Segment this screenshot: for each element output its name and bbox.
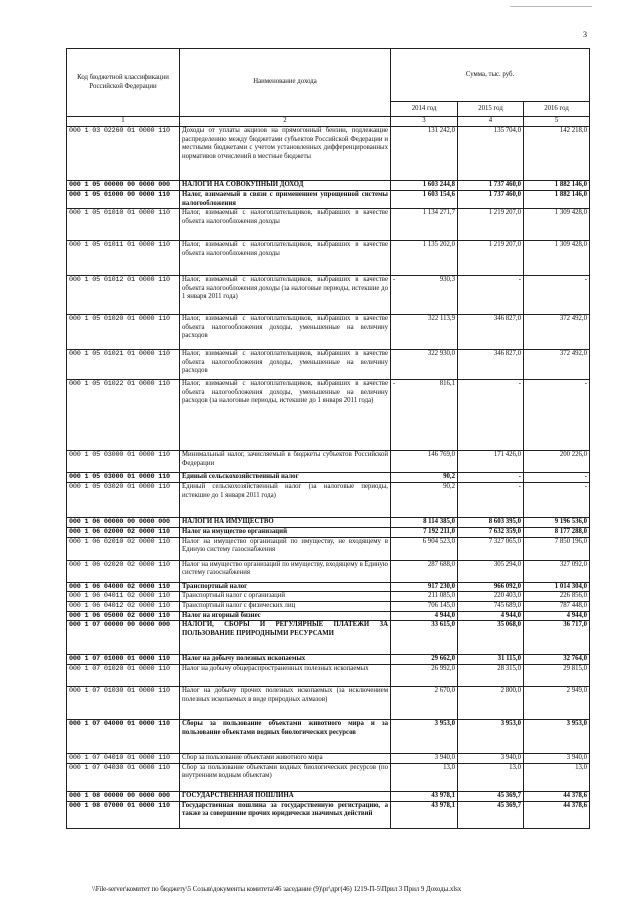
column-number: 3	[391, 117, 458, 127]
amount-2014-cell: 1 135 202,0	[391, 241, 458, 276]
revenue-name-cell: НАЛОГИ НА ИМУЩЕСТВО	[180, 518, 391, 528]
page-number: 3	[583, 30, 587, 39]
budget-code-cell: 000 1 05 01010 01 0000 110	[67, 209, 180, 241]
budget-code-cell: 000 1 05 01012 01 0000 110	[67, 276, 180, 315]
amount-2015-cell: 7 327 065,0	[458, 537, 524, 560]
table-row	[67, 209, 590, 241]
amount-2015-cell: 3 940,0	[458, 754, 524, 764]
revenue-name-cell: Налог, взимаемый в связи с применением упрощенной системы налогообложения	[180, 191, 391, 209]
budget-code-cell: 000 1 05 01021 01 0000 110	[67, 350, 180, 380]
amount-2014-cell: 1 603 244,8	[391, 181, 458, 191]
budget-code-cell: 000 1 05 03020 01 0000 110	[67, 483, 180, 518]
table-row	[67, 315, 590, 350]
amount-2015-cell: 13,0	[458, 763, 524, 791]
amount-2015-cell: 3 953,0	[458, 720, 524, 754]
budget-code-cell: 000 1 06 02000 02 0000 110	[67, 528, 180, 538]
budget-code-cell: 000 1 03 02260 01 0000 110	[67, 127, 180, 181]
amount-2015-cell: 35 068,0	[458, 621, 524, 655]
table-row	[67, 592, 590, 602]
amount-2015-cell: 171 426,0	[458, 451, 524, 473]
code-column-header: Код бюджетной классификации Российской Федерации	[67, 49, 180, 117]
revenue-name-cell: НАЛОГИ, СБОРЫ И РЕГУЛЯРНЫЕ ПЛАТЕЖИ ЗА ПОЛЬЗОВАНИЕ ПРИРОДНЫМИ РЕСУРСАМИ	[180, 621, 391, 655]
amount-2014-cell: 7 192 211,0	[391, 528, 458, 538]
amount-2014-cell: 1 603 154,6	[391, 191, 458, 209]
budget-code-cell: 000 1 07 04030 01 0000 110	[67, 763, 180, 791]
budget-code-cell: 000 1 06 04000 02 0000 110	[67, 582, 180, 592]
top-rule	[510, 6, 592, 7]
revenue-name-cell: Налог, взимаемый с налогоплательщиков, выбравших в качестве объекта налогообложения доходы, уменьшенные на величину расходов (за налоговые периоды, истекшие до 1 января 2011 года)	[180, 380, 391, 451]
amount-2016-cell: 1 309 428,0	[524, 209, 590, 241]
amount-2015-cell: -	[458, 380, 524, 451]
table-row	[67, 276, 590, 315]
column-number: 5	[524, 117, 590, 127]
amount-2014-cell: 43 978,1	[391, 791, 458, 801]
table-row	[67, 582, 590, 592]
amount-2015-cell: 7 632 359,0	[458, 528, 524, 538]
sum-column-header: Сумма, тыс. руб.	[391, 49, 590, 102]
table-row	[67, 537, 590, 560]
revenue-name-cell: Сборы за пользование объектами животного мира и за пользование объектами водных биологических ресурсов	[180, 720, 391, 754]
revenue-name-cell: Налог, взимаемый с налогоплательщиков, выбравших в качестве объекта налогообложения доходы (за налоговые периоды, истекшие до 1 января 2011 года)	[180, 276, 391, 315]
budget-code-cell: 000 1 05 01020 01 0000 110	[67, 315, 180, 350]
dash-marker: -	[393, 380, 396, 388]
table-row	[67, 473, 590, 483]
revenue-name-cell: Налог на добычу прочих полезных ископаемых (за исключением полезных ископаемых в виде природных алмазов)	[180, 687, 391, 720]
table-row	[67, 687, 590, 720]
table-row	[67, 763, 590, 791]
amount-2014-cell: 4 944,0	[391, 611, 458, 621]
table-row	[67, 665, 590, 687]
column-number: 2	[180, 117, 391, 127]
table-row	[67, 451, 590, 473]
revenue-name-cell: Налог, взимаемый с налогоплательщиков, выбравших в качестве объекта налогообложения доходы, уменьшенные на величину расходов	[180, 350, 391, 380]
revenue-name-cell: Минимальный налог, зачисляемый в бюджеты субъектов Российской Федерации	[180, 451, 391, 473]
budget-code-cell: 000 1 07 01000 01 0000 110	[67, 655, 180, 665]
amount-2014-cell: 3 940,0	[391, 754, 458, 764]
amount-2014-cell: 131 242,0	[391, 127, 458, 181]
amount-2014-cell: 29 662,0	[391, 655, 458, 665]
budget-code-cell: 000 1 06 04012 02 0000 110	[67, 601, 180, 611]
amount-2016-cell: 1 882 146,0	[524, 191, 590, 209]
revenue-name-cell: Сбор за пользование объектами водных биологических ресурсов (по внутренним водным объектам)	[180, 763, 391, 791]
amount-2016-cell: 372 492,0	[524, 350, 590, 380]
amount-2014-cell: 1 134 271,7	[391, 209, 458, 241]
amount-2015-cell: 2 800,0	[458, 687, 524, 720]
file-path-footer: \\File-server\комитет по бюджету\5 Созыв\документы комитета\46 заседание (9)\рг\дрг(46) 1219-П-5\Прил 3 Прил 9 Доходы.xlsx	[92, 885, 462, 893]
budget-code-cell: 000 1 05 00000 00 0000 000	[67, 181, 180, 191]
budget-code-cell: 000 1 07 01020 01 0000 110	[67, 665, 180, 687]
amount-2016-cell: 13,0	[524, 763, 590, 791]
amount-2014-cell: 146 769,0	[391, 451, 458, 473]
amount-2016-cell: -	[524, 276, 590, 315]
amount-2014-cell: 90,2	[391, 483, 458, 518]
year-header-2016: 2016 год	[524, 102, 590, 117]
revenue-name-cell: Транспортный налог с организаций	[180, 592, 391, 602]
table-row	[67, 241, 590, 276]
amount-2015-cell: 1 219 207,0	[458, 209, 524, 241]
amount-2015-cell: 1 737 460,0	[458, 191, 524, 209]
revenue-name-cell: Транспортный налог с физических лиц	[180, 601, 391, 611]
amount-2015-cell: -	[458, 483, 524, 518]
amount-2014-cell: 322 113,9	[391, 315, 458, 350]
amount-2015-cell: 966 092,0	[458, 582, 524, 592]
table-row	[67, 350, 590, 380]
amount-2016-cell: 226 856,0	[524, 592, 590, 602]
amount-2016-cell: 1 014 304,0	[524, 582, 590, 592]
budget-code-cell: 000 1 07 04010 01 0000 110	[67, 754, 180, 764]
revenue-name-cell: НАЛОГИ НА СОВОКУПНЫЙ ДОХОД	[180, 181, 391, 191]
table-row	[67, 191, 590, 209]
amount-2015-cell: 8 603 395,0	[458, 518, 524, 528]
revenue-name-cell: Налог на добычу полезных ископаемых	[180, 655, 391, 665]
table-row	[67, 720, 590, 754]
dash-marker: -	[393, 276, 396, 284]
amount-2016-cell: 1 309 428,0	[524, 241, 590, 276]
amount-2014-cell: - 930,3	[391, 276, 458, 315]
revenue-name-cell: Налог на имущество организаций по имуществу, не входящему в Единую систему газоснабжения	[180, 537, 391, 560]
amount-2016-cell: -	[524, 380, 590, 451]
table-row	[67, 754, 590, 764]
table-row	[67, 518, 590, 528]
budget-code-cell: 000 1 06 05000 02 0000 110	[67, 611, 180, 621]
amount-2014-cell: 33 615,0	[391, 621, 458, 655]
amount-2015-cell: 45 369,7	[458, 791, 524, 801]
table-row	[67, 181, 590, 191]
amount-2014-cell: 322 930,0	[391, 350, 458, 380]
table-row	[67, 380, 590, 451]
amount-2016-cell: 327 092,0	[524, 560, 590, 582]
table-row	[67, 483, 590, 518]
amount-2014-cell: 13,0	[391, 763, 458, 791]
amount-2015-cell: 745 689,0	[458, 601, 524, 611]
amount-2016-cell: 9 196 536,0	[524, 518, 590, 528]
revenue-name-cell: Налог на игорный бизнес	[180, 611, 391, 621]
table-row	[67, 611, 590, 621]
revenue-name-cell: Сбор за пользование объектами животного мира	[180, 754, 391, 764]
amount-2016-cell: 29 815,0	[524, 665, 590, 687]
amount-2015-cell: -	[458, 276, 524, 315]
table-row	[67, 560, 590, 582]
budget-code-cell: 000 1 05 01022 01 0000 110	[67, 380, 180, 451]
amount-2015-cell: 346 827,0	[458, 350, 524, 380]
amount-2016-cell: 372 492,0	[524, 315, 590, 350]
revenue-name-cell: Единый сельскохозяйственный налог	[180, 473, 391, 483]
amount-2015-cell: 31 115,0	[458, 655, 524, 665]
revenue-table	[66, 48, 590, 829]
budget-code-cell: 000 1 05 03000 01 0000 110	[67, 451, 180, 473]
budget-code-cell: 000 1 05 03000 01 0000 110	[67, 473, 180, 483]
name-column-header: Наименование дохода	[180, 49, 391, 117]
amount-2016-cell: 36 717,0	[524, 621, 590, 655]
amount-2014-cell: 917 230,0	[391, 582, 458, 592]
table-row	[67, 601, 590, 611]
year-header-2014: 2014 год	[391, 102, 458, 117]
revenue-name-cell: Налог, взимаемый с налогоплательщиков, выбравших в качестве объекта налогообложения доходы	[180, 241, 391, 276]
amount-2014-cell: 706 145,0	[391, 601, 458, 611]
amount-2016-cell: 1 882 146,0	[524, 181, 590, 191]
amount-2016-cell: 142 218,0	[524, 127, 590, 181]
amount-2014-cell: 2 670,0	[391, 687, 458, 720]
amount-2015-cell: 1 219 207,0	[458, 241, 524, 276]
table-row	[67, 791, 590, 801]
amount-2014-cell: 3 953,0	[391, 720, 458, 754]
amount-2015-cell: 1 737 460,0	[458, 181, 524, 191]
amount-2016-cell: -	[524, 473, 590, 483]
amount-2014-cell: 26 992,0	[391, 665, 458, 687]
amount-2016-cell: 32 764,0	[524, 655, 590, 665]
amount-2015-cell: 346 827,0	[458, 315, 524, 350]
budget-code-cell: 000 1 05 01000 00 0000 110	[67, 191, 180, 209]
revenue-name-cell: Транспортный налог	[180, 582, 391, 592]
revenue-rows	[67, 127, 590, 829]
table-row	[67, 655, 590, 665]
amount-2014-cell: 287 688,0	[391, 560, 458, 582]
column-number: 1	[67, 117, 180, 127]
amount-2016-cell: -	[524, 483, 590, 518]
revenue-name-cell: Налог на добычу общераспространенных полезных ископаемых	[180, 665, 391, 687]
amount-2016-cell: 4 944,0	[524, 611, 590, 621]
amount-2016-cell: 787 448,0	[524, 601, 590, 611]
amount-2016-cell: 8 177 288,0	[524, 528, 590, 538]
amount-2014-cell: - 816,1	[391, 380, 458, 451]
table-row	[67, 801, 590, 828]
amount-2016-cell: 3 953,0	[524, 720, 590, 754]
amount-2015-cell: 135 704,0	[458, 127, 524, 181]
amount-2016-cell: 3 940,0	[524, 754, 590, 764]
amount-2016-cell: 7 850 196,0	[524, 537, 590, 560]
amount-2016-cell: 200 226,0	[524, 451, 590, 473]
budget-code-cell: 000 1 06 00000 00 0000 000	[67, 518, 180, 528]
budget-code-cell: 000 1 06 02010 02 0000 110	[67, 537, 180, 560]
amount-2014-cell: 43 978,1	[391, 801, 458, 828]
amount-2014-cell: 6 904 523,0	[391, 537, 458, 560]
table-row	[67, 528, 590, 538]
amount-2015-cell: 305 294,0	[458, 560, 524, 582]
column-number: 4	[458, 117, 524, 127]
revenue-name-cell: Налог, взимаемый с налогоплательщиков, выбравших в качестве объекта налогообложения доходы	[180, 209, 391, 241]
amount-2016-cell: 44 378,6	[524, 791, 590, 801]
budget-code-cell: 000 1 08 00000 00 0000 000	[67, 791, 180, 801]
budget-code-cell: 000 1 07 04000 01 0000 110	[67, 720, 180, 754]
budget-code-cell: 000 1 06 04011 02 0000 110	[67, 592, 180, 602]
amount-2016-cell: 2 949,0	[524, 687, 590, 720]
amount-2015-cell: 4 944,0	[458, 611, 524, 621]
amount-2014-cell: 90,2	[391, 473, 458, 483]
amount-2015-cell: -	[458, 473, 524, 483]
revenue-name-cell: Государственная пошлина за государственную регистрацию, а также за совершение прочих юридически значимых действий	[180, 801, 391, 828]
amount-2015-cell: 45 369,7	[458, 801, 524, 828]
budget-code-cell: 000 1 05 01011 01 0000 110	[67, 241, 180, 276]
revenue-name-cell: Налог на имущество организаций по имуществу, входящему в Единую систему газоснабжения	[180, 560, 391, 582]
table-row	[67, 127, 590, 181]
revenue-name-cell: ГОСУДАРСТВЕННАЯ ПОШЛИНА	[180, 791, 391, 801]
amount-2015-cell: 28 315,0	[458, 665, 524, 687]
amount-2016-cell: 44 378,6	[524, 801, 590, 828]
amount-2015-cell: 220 403,0	[458, 592, 524, 602]
table-row	[67, 621, 590, 655]
budget-code-cell: 000 1 07 00000 00 0000 000	[67, 621, 180, 655]
revenue-name-cell: Доходы от уплаты акцизов на прямогонный бензин, подлежащие распределению между бюджетами субъектов Российской Федерации и местными бюджетами с учетом установленных дифференцированных нормативов отчислений в местные бюджеты	[180, 127, 391, 181]
budget-code-cell: 000 1 08 07000 01 0000 110	[67, 801, 180, 828]
amount-2014-cell: 8 114 385,0	[391, 518, 458, 528]
revenue-name-cell: Единый сельскохозяйственный налог (за налоговые периоды, истекшие до 1 января 2011 года)	[180, 483, 391, 518]
budget-code-cell: 000 1 06 02020 02 0000 110	[67, 560, 180, 582]
revenue-name-cell: Налог на имущество организаций	[180, 528, 391, 538]
revenue-name-cell: Налог, взимаемый с налогоплательщиков, выбравших в качестве объекта налогообложения доходы, уменьшенные на величину расходов	[180, 315, 391, 350]
budget-code-cell: 000 1 07 01030 01 0000 110	[67, 687, 180, 720]
year-header-2015: 2015 год	[458, 102, 524, 117]
amount-2014-cell: 211 085,0	[391, 592, 458, 602]
